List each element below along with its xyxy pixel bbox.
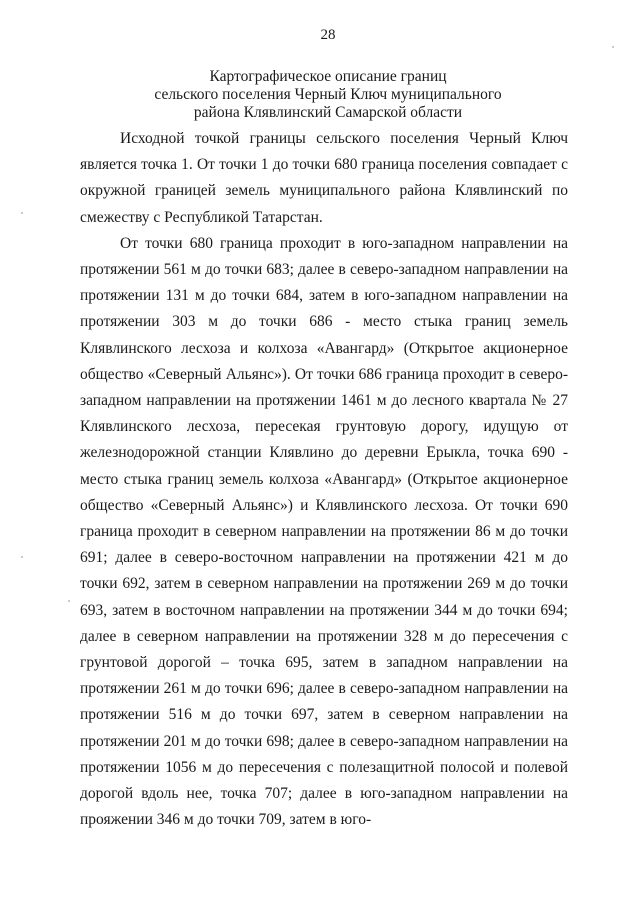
title-line: сельского поселения Черный Ключ муниципального bbox=[154, 86, 502, 103]
title-line: района Клявлинский Самарской области bbox=[193, 104, 463, 121]
document-title bbox=[0, 68, 640, 122]
scan-speck bbox=[21, 556, 23, 558]
page-number: 28 bbox=[320, 27, 336, 43]
title-line: Картографическое описание границ bbox=[209, 68, 447, 85]
document-body bbox=[80, 126, 568, 833]
paragraph: От точки 680 граница проходит в юго-западном направлении на протяжении 561 м до точки 683; далее в северо-западном направлении на протяжении 131 м до точки 684, затем в юго-западном направлении на протяжении 303 м до точки 686 - место стыка границ земель Клявлинского лесхоза и колхоза «Авангард» (Открытое акционерное общество «Северный Альянс»). От точки 686 граница проходит в северо-западном направлении на протяжении 1461 м до лесного квартала № 27 Клявлинского лесхоза, пересекая грунтовую дорогу, идущую от железнодорожной станции Клявлино до деревни Ерыкла, точка 690 - место стыка границ земель колхоза «Авангард» (Открытое акционерное общество «Северный Альянс») и Клявлинского лесхоза. От точки 690 граница проходит в северном направлении на протяжении 86 м до точки 691; далее в северо-восточном направлении на протяжении 421 м до точки 692, затем в северном направлении на протяжении 269 м до точки 693, затем в восточном направлении на протяжении 344 м до точки 694; далее в северном направлении на протяжении 328 м до пересечения с грунтовой дорогой – точка 695, затем в западном направлении на протяжении 261 м до точки 696; далее в северо-западном направлении на протяжении 516 м до точки 697, затем в северном направлении на протяжении 201 м до точки 698; далее в северо-западном направлении на протяжении 1056 м до пересечения с полезащитной полосой и полевой дорогой вдоль нее, точка 707; далее в юго-западном направлении на прояжении 346 м до точки 709, затем в юго- bbox=[80, 234, 568, 829]
scan-speck bbox=[21, 212, 23, 214]
scan-speck bbox=[68, 600, 70, 602]
scan-speck bbox=[612, 46, 614, 48]
paragraph: Исходной точкой границы сельского поселения Черный Ключ является точка 1. От точки 1 до точки 680 граница поселения совпадает с окружной границей земель муниципального района Клявлинский по смежеству с Республикой Татарстан. bbox=[80, 130, 568, 226]
